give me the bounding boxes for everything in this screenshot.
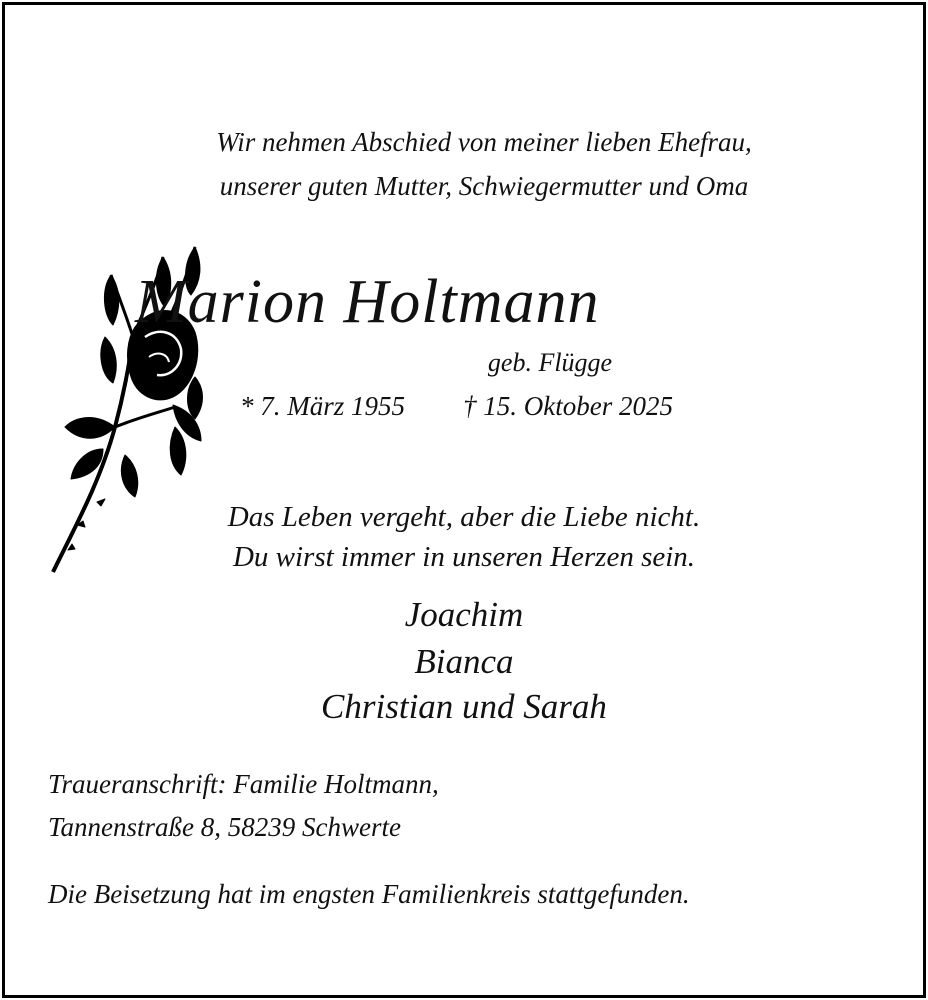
mourning-address-line-2: Tannenstraße 8, 58239 Schwerte — [48, 812, 401, 842]
mourner-name: Christian und Sarah — [321, 687, 607, 726]
intro-line-1: Wir nehmen Abschied von meiner lieben Ehefrau, — [216, 127, 752, 157]
motto-line-1: Das Leben vergeht, aber die Liebe nicht. — [227, 501, 701, 533]
death-date: † 15. Oktober 2025 — [463, 391, 673, 421]
burial-note: Die Beisetzung hat im engsten Familienkreis stattgefunden. — [48, 879, 690, 909]
motto-line-2: Du wirst immer in unseren Herzen sein. — [232, 541, 696, 573]
birth-date: * 7. März 1955 — [240, 391, 406, 421]
deceased-name: Marion Holtmann — [135, 268, 600, 336]
mourner-name: Bianca — [414, 642, 514, 681]
maiden-name: geb. Flügge — [487, 348, 613, 377]
mourner-name: Joachim — [404, 595, 524, 634]
obituary-frame — [2, 2, 926, 998]
intro-line-2: unserer guten Mutter, Schwiegermutter und Oma — [219, 171, 749, 201]
mourning-address-line-1: Traueranschrift: Familie Holtmann, — [48, 769, 439, 799]
life-dates — [240, 391, 673, 422]
